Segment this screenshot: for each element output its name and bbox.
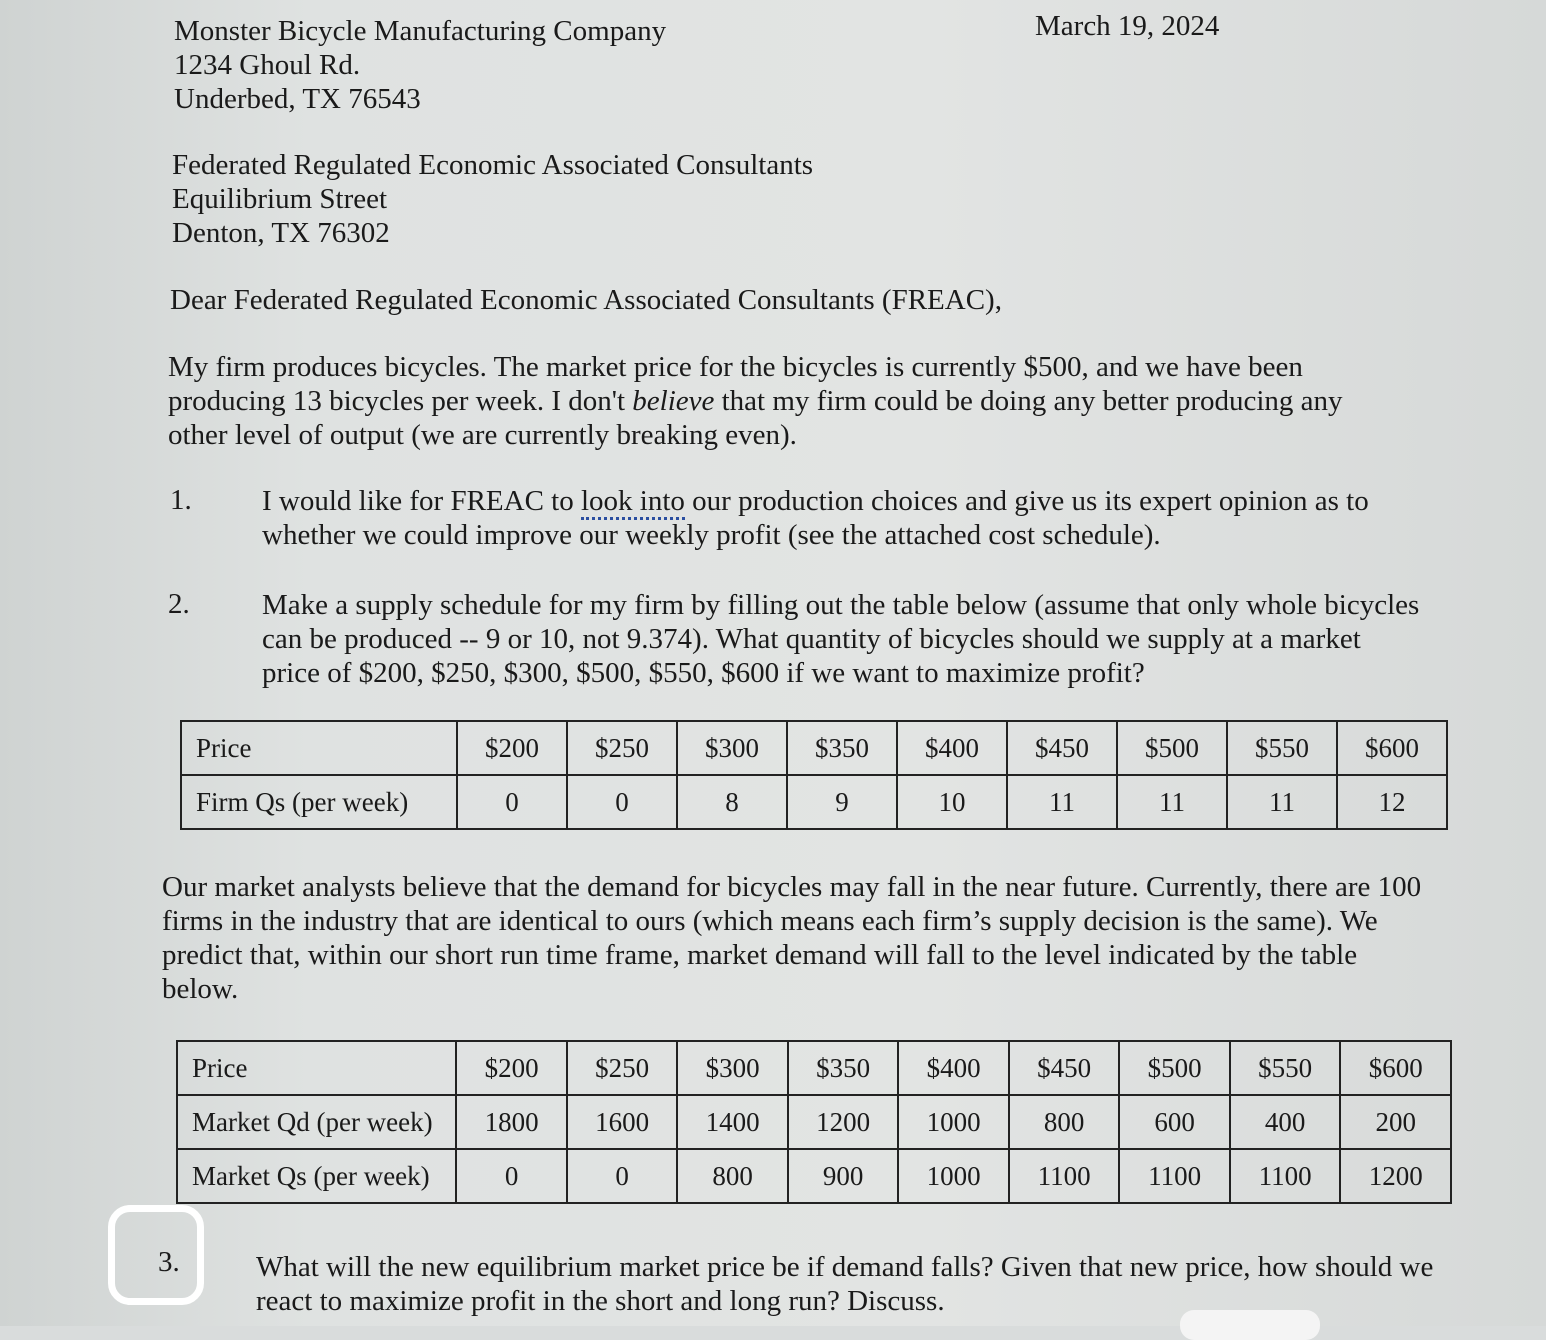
qs-cell: 1000 — [898, 1149, 1009, 1203]
price-cell: $550 — [1230, 1041, 1341, 1095]
row-label: Market Qs (per week) — [177, 1149, 456, 1203]
price-cell: $450 — [1009, 1041, 1120, 1095]
intro-paragraph — [168, 350, 1388, 452]
row-label: Price — [177, 1041, 456, 1095]
qs-cell: 9 — [787, 775, 897, 829]
analysis-paragraph: Our market analysts believe that the demand for bicycles may fall in the near future. Currently, there are 100 firms in the industry that are identical to ours (which means each firm’s supply decision is the same). We predict that, within our short run time frame, market demand will fall to the level indicated by the table below. — [162, 871, 1422, 1005]
qs-cell: 900 — [788, 1149, 899, 1203]
row-label: Market Qd (per week) — [177, 1095, 456, 1149]
recipient-street: Equilibrium Street — [172, 183, 388, 215]
table-row — [177, 1149, 1451, 1203]
qs-cell: 0 — [567, 775, 677, 829]
row-label: Firm Qs (per week) — [181, 775, 457, 829]
qd-cell: 1600 — [567, 1095, 678, 1149]
price-cell: $200 — [456, 1041, 567, 1095]
firm-supply-table — [180, 720, 1448, 830]
q1-text-start: I would like for FREAC to — [262, 485, 581, 517]
qs-cell: 1100 — [1009, 1149, 1120, 1203]
price-cell: $550 — [1227, 721, 1337, 775]
qd-cell: 1400 — [677, 1095, 788, 1149]
qs-cell: 10 — [897, 775, 1007, 829]
price-cell: $350 — [788, 1041, 899, 1095]
qs-cell: 1200 — [1340, 1149, 1451, 1203]
table-row — [177, 1041, 1451, 1095]
qs-cell: 0 — [457, 775, 567, 829]
market-table — [176, 1040, 1452, 1204]
price-cell: $300 — [677, 721, 787, 775]
price-cell: $450 — [1007, 721, 1117, 775]
price-cell: $350 — [787, 721, 897, 775]
qd-cell: 400 — [1230, 1095, 1341, 1149]
qs-cell: 1100 — [1230, 1149, 1341, 1203]
salutation: Dear Federated Regulated Economic Associated Consultants (FREAC), — [170, 284, 1002, 316]
question-2-number: 2. — [168, 588, 190, 620]
intro-text: My firm produces bicycles. The market price for the bicycles is currently $500, and we have been producing 13 bicycles per week. I don't — [168, 351, 1303, 417]
question-3-checkbox[interactable] — [108, 1205, 204, 1305]
letter-date: March 19, 2024 — [1035, 10, 1220, 42]
question-3-number: 3. — [158, 1246, 180, 1278]
question-2-text: Make a supply schedule for my firm by filling out the table below (assume that only whole bicycles can be produced -- 9 or 10, not 9.374). What quantity of bicycles should we supply at a market price of $200, $250, $300, $500, $550, $600 if we want to maximize profit? — [262, 589, 1420, 689]
price-cell: $500 — [1119, 1041, 1230, 1095]
intro-italic: believe — [632, 385, 715, 417]
table-row — [177, 1095, 1451, 1149]
sender-street: 1234 Ghoul Rd. — [174, 49, 361, 81]
qs-cell: 0 — [456, 1149, 567, 1203]
row-label: Price — [181, 721, 457, 775]
intro-text-end: that my firm could be doing any better producing any other level of output (we are currently breaking even). — [168, 385, 1343, 451]
price-cell: $250 — [567, 1041, 678, 1095]
sender-city: Underbed, TX 76543 — [174, 83, 421, 115]
overlay-mark — [1180, 1310, 1320, 1340]
recipient-name: Federated Regulated Economic Associated Consultants — [172, 149, 814, 181]
price-cell: $400 — [898, 1041, 1009, 1095]
price-cell: $250 — [567, 721, 677, 775]
qs-cell: 11 — [1007, 775, 1117, 829]
qd-cell: 1000 — [898, 1095, 1009, 1149]
recipient-city: Denton, TX 76302 — [172, 217, 390, 249]
qs-cell: 1100 — [1119, 1149, 1230, 1203]
question-1-number: 1. — [170, 484, 192, 516]
price-cell: $600 — [1337, 721, 1447, 775]
table-row — [181, 721, 1447, 775]
qd-cell: 600 — [1119, 1095, 1230, 1149]
question-3-text: What will the new equilibrium market price be if demand falls? Given that new price, how should we react to maximize profit in the short and long run? Discuss. — [256, 1251, 1434, 1317]
price-cell: $400 — [897, 721, 1007, 775]
price-cell: $500 — [1117, 721, 1227, 775]
qs-cell: 12 — [1337, 775, 1447, 829]
qd-cell: 800 — [1009, 1095, 1120, 1149]
qd-cell: 1800 — [456, 1095, 567, 1149]
qs-cell: 11 — [1117, 775, 1227, 829]
sender-address — [174, 14, 666, 116]
recipient-address — [172, 148, 813, 250]
q1-underlined: look into — [581, 485, 685, 520]
price-cell: $600 — [1340, 1041, 1451, 1095]
price-cell: $200 — [457, 721, 567, 775]
sender-company: Monster Bicycle Manufacturing Company — [174, 15, 667, 47]
qd-cell: 1200 — [788, 1095, 899, 1149]
qs-cell: 11 — [1227, 775, 1337, 829]
table-row — [181, 775, 1447, 829]
q1-text-end: our production choices and give us its expert opinion as to whether we could improve our weekly profit (see the attached cost schedule). — [262, 485, 1369, 551]
qs-cell: 0 — [567, 1149, 678, 1203]
price-cell: $300 — [677, 1041, 788, 1095]
qd-cell: 200 — [1340, 1095, 1451, 1149]
qs-cell: 800 — [677, 1149, 788, 1203]
qs-cell: 8 — [677, 775, 787, 829]
question-1-text — [262, 484, 1412, 552]
